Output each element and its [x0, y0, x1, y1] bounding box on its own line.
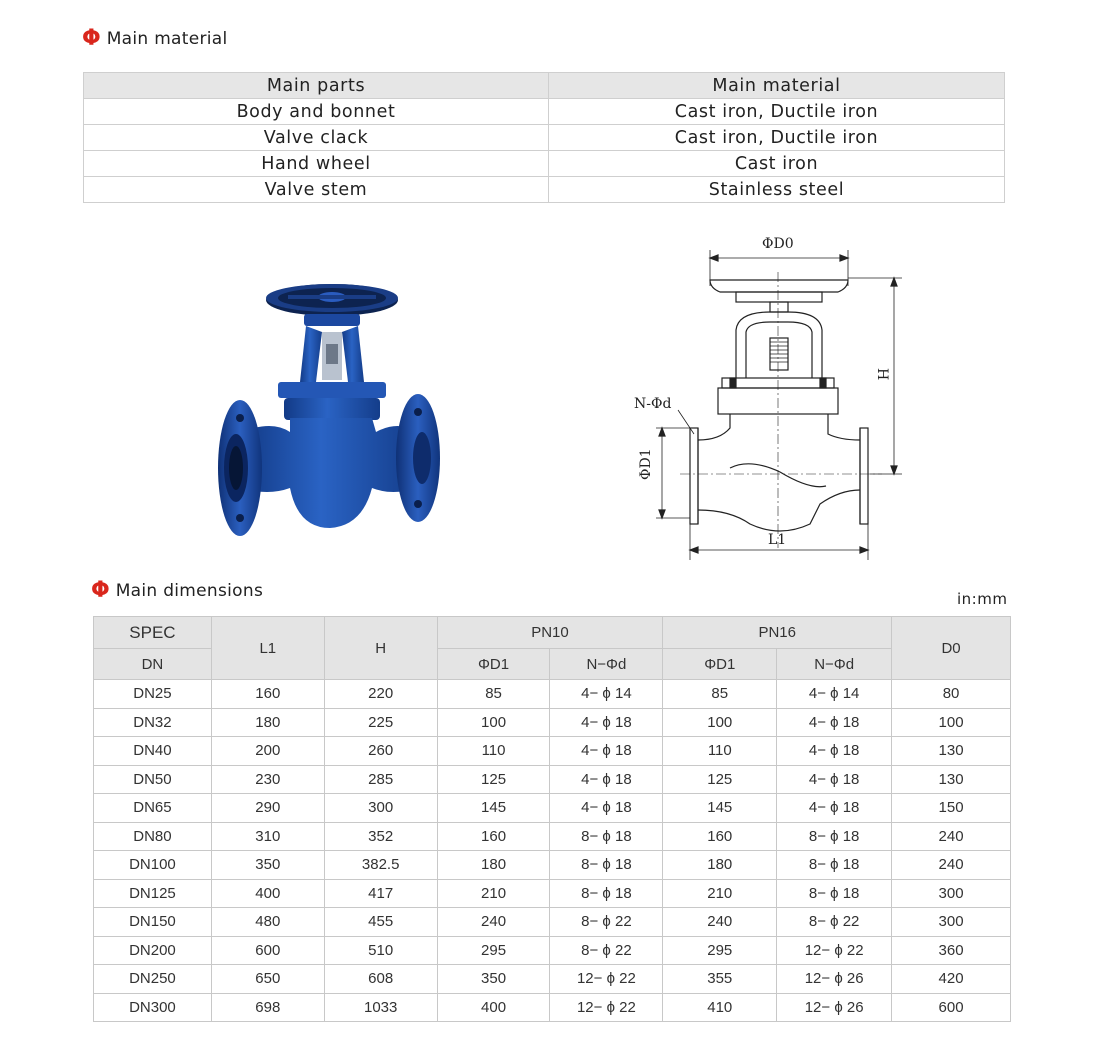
table-row: [94, 765, 1011, 794]
material-row: [84, 151, 1005, 177]
pn16-d1-cell: 85: [663, 680, 777, 709]
h-cell: 260: [324, 737, 437, 766]
table-row: [94, 737, 1011, 766]
dimension-table: [93, 616, 1011, 1022]
label-d1: ΦD1: [638, 448, 654, 480]
dn-cell: DN250: [94, 965, 212, 994]
header-pn16-d1: ΦD1: [663, 649, 777, 680]
h-cell: 1033: [324, 993, 437, 1022]
l1-cell: 698: [211, 993, 324, 1022]
pn16-nd-cell: 4− ϕ 18: [777, 765, 892, 794]
d0-cell: 130: [892, 737, 1011, 766]
header-main-material: Main material: [549, 73, 1005, 99]
pn10-d1-cell: 350: [437, 965, 550, 994]
pn16-nd-cell: 4− ϕ 18: [777, 737, 892, 766]
pn10-d1-cell: 100: [437, 708, 550, 737]
h-cell: 510: [324, 936, 437, 965]
dn-cell: DN65: [94, 794, 212, 823]
header-dn: DN: [94, 649, 212, 680]
header-pn16: PN16: [663, 617, 892, 649]
l1-cell: 180: [211, 708, 324, 737]
pn16-d1-cell: 110: [663, 737, 777, 766]
table-row: [94, 680, 1011, 709]
pn16-d1-cell: 355: [663, 965, 777, 994]
dn-cell: DN40: [94, 737, 212, 766]
pn10-nd-cell: 12− ϕ 22: [550, 965, 663, 994]
d0-cell: 420: [892, 965, 1011, 994]
pn16-d1-cell: 410: [663, 993, 777, 1022]
pn10-d1-cell: 400: [437, 993, 550, 1022]
material-header-row: [84, 73, 1005, 99]
d0-cell: 600: [892, 993, 1011, 1022]
pn16-d1-cell: 210: [663, 879, 777, 908]
header-h: H: [324, 617, 437, 680]
pn10-d1-cell: 145: [437, 794, 550, 823]
header-pn10: PN10: [437, 617, 663, 649]
l1-cell: 650: [211, 965, 324, 994]
header-pn10-d1: ΦD1: [437, 649, 550, 680]
part-cell: Hand wheel: [84, 151, 549, 177]
part-cell: Valve clack: [84, 125, 549, 151]
pn10-nd-cell: 4− ϕ 18: [550, 708, 663, 737]
h-cell: 417: [324, 879, 437, 908]
pn10-d1-cell: 85: [437, 680, 550, 709]
dn-cell: DN32: [94, 708, 212, 737]
h-cell: 382.5: [324, 851, 437, 880]
pn10-nd-cell: 4− ϕ 18: [550, 737, 663, 766]
table-row: [94, 965, 1011, 994]
label-h: H: [874, 368, 890, 381]
l1-cell: 350: [211, 851, 324, 880]
material-cell: Stainless steel: [549, 177, 1005, 203]
phi-icon: Φ: [82, 26, 101, 51]
dn-cell: DN50: [94, 765, 212, 794]
part-cell: Body and bonnet: [84, 99, 549, 125]
pn10-nd-cell: 8− ϕ 22: [550, 908, 663, 937]
pn10-d1-cell: 240: [437, 908, 550, 937]
d0-cell: 240: [892, 822, 1011, 851]
part-cell: Valve stem: [84, 177, 549, 203]
pn16-nd-cell: 8− ϕ 18: [777, 879, 892, 908]
table-row: [94, 936, 1011, 965]
h-cell: 455: [324, 908, 437, 937]
table-row: [94, 794, 1011, 823]
pn10-nd-cell: 8− ϕ 22: [550, 936, 663, 965]
pn16-d1-cell: 180: [663, 851, 777, 880]
d0-cell: 130: [892, 765, 1011, 794]
material-row: [84, 99, 1005, 125]
h-cell: 352: [324, 822, 437, 851]
l1-cell: 310: [211, 822, 324, 851]
l1-cell: 480: [211, 908, 324, 937]
pn10-d1-cell: 180: [437, 851, 550, 880]
pn10-d1-cell: 210: [437, 879, 550, 908]
pn16-d1-cell: 240: [663, 908, 777, 937]
pn16-nd-cell: 8− ϕ 22: [777, 908, 892, 937]
d0-cell: 300: [892, 908, 1011, 937]
dn-cell: DN125: [94, 879, 212, 908]
header-l1: L1: [211, 617, 324, 680]
dn-cell: DN100: [94, 851, 212, 880]
dn-cell: DN80: [94, 822, 212, 851]
pn10-nd-cell: 8− ϕ 18: [550, 879, 663, 908]
pn16-nd-cell: 12− ϕ 26: [777, 965, 892, 994]
pn16-nd-cell: 8− ϕ 18: [777, 822, 892, 851]
pn10-nd-cell: 8− ϕ 18: [550, 822, 663, 851]
h-cell: 300: [324, 794, 437, 823]
l1-cell: 200: [211, 737, 324, 766]
pn16-nd-cell: 4− ϕ 18: [777, 708, 892, 737]
pn10-d1-cell: 160: [437, 822, 550, 851]
material-section-header: [82, 28, 228, 50]
pn16-d1-cell: 100: [663, 708, 777, 737]
header-spec: SPEC: [94, 617, 212, 649]
material-row: [84, 125, 1005, 151]
d0-cell: 360: [892, 936, 1011, 965]
dimension-section-title: Main dimensions: [115, 581, 264, 601]
label-n-d: N-Φd: [634, 396, 672, 412]
h-cell: 285: [324, 765, 437, 794]
d0-cell: 80: [892, 680, 1011, 709]
header-d0: D0: [892, 617, 1011, 680]
pn16-d1-cell: 160: [663, 822, 777, 851]
table-row: [94, 908, 1011, 937]
header-main-parts: Main parts: [84, 73, 549, 99]
dim-header-row-1: [94, 617, 1011, 649]
dn-cell: DN300: [94, 993, 212, 1022]
material-cell: Cast iron, Ductile iron: [549, 99, 1005, 125]
pn16-d1-cell: 125: [663, 765, 777, 794]
h-cell: 225: [324, 708, 437, 737]
l1-cell: 290: [211, 794, 324, 823]
material-table: [83, 72, 1005, 203]
label-d0: ΦD0: [762, 236, 794, 252]
phi-icon: Φ: [91, 578, 110, 603]
pn16-nd-cell: 4− ϕ 18: [777, 794, 892, 823]
header-pn16-nd: N−Φd: [777, 649, 892, 680]
material-row: [84, 177, 1005, 203]
pn16-d1-cell: 145: [663, 794, 777, 823]
table-row: [94, 851, 1011, 880]
pn10-d1-cell: 295: [437, 936, 550, 965]
pn10-nd-cell: 12− ϕ 22: [550, 993, 663, 1022]
unit-label: in:mm: [957, 590, 1008, 608]
h-cell: 608: [324, 965, 437, 994]
pn16-nd-cell: 8− ϕ 18: [777, 851, 892, 880]
label-l1: L1: [768, 532, 787, 548]
d0-cell: 240: [892, 851, 1011, 880]
header-pn10-nd: N−Φd: [550, 649, 663, 680]
l1-cell: 400: [211, 879, 324, 908]
pn16-nd-cell: 4− ϕ 14: [777, 680, 892, 709]
pn10-nd-cell: 4− ϕ 18: [550, 794, 663, 823]
l1-cell: 600: [211, 936, 324, 965]
pn10-nd-cell: 8− ϕ 18: [550, 851, 663, 880]
table-row: [94, 822, 1011, 851]
dn-cell: DN200: [94, 936, 212, 965]
table-row: [94, 879, 1011, 908]
d0-cell: 100: [892, 708, 1011, 737]
valve-photo: [212, 282, 448, 540]
dn-cell: DN150: [94, 908, 212, 937]
valve-technical-drawing: [620, 228, 920, 564]
h-cell: 220: [324, 680, 437, 709]
table-row: [94, 708, 1011, 737]
pn16-d1-cell: 295: [663, 936, 777, 965]
pn16-nd-cell: 12− ϕ 22: [777, 936, 892, 965]
table-row: [94, 993, 1011, 1022]
pn10-nd-cell: 4− ϕ 14: [550, 680, 663, 709]
pn10-nd-cell: 4− ϕ 18: [550, 765, 663, 794]
dimension-section-header: [91, 580, 263, 602]
pn16-nd-cell: 12− ϕ 26: [777, 993, 892, 1022]
material-cell: Cast iron, Ductile iron: [549, 125, 1005, 151]
dn-cell: DN25: [94, 680, 212, 709]
pn10-d1-cell: 110: [437, 737, 550, 766]
l1-cell: 160: [211, 680, 324, 709]
l1-cell: 230: [211, 765, 324, 794]
material-cell: Cast iron: [549, 151, 1005, 177]
d0-cell: 300: [892, 879, 1011, 908]
d0-cell: 150: [892, 794, 1011, 823]
pn10-d1-cell: 125: [437, 765, 550, 794]
material-section-title: Main material: [106, 29, 228, 49]
